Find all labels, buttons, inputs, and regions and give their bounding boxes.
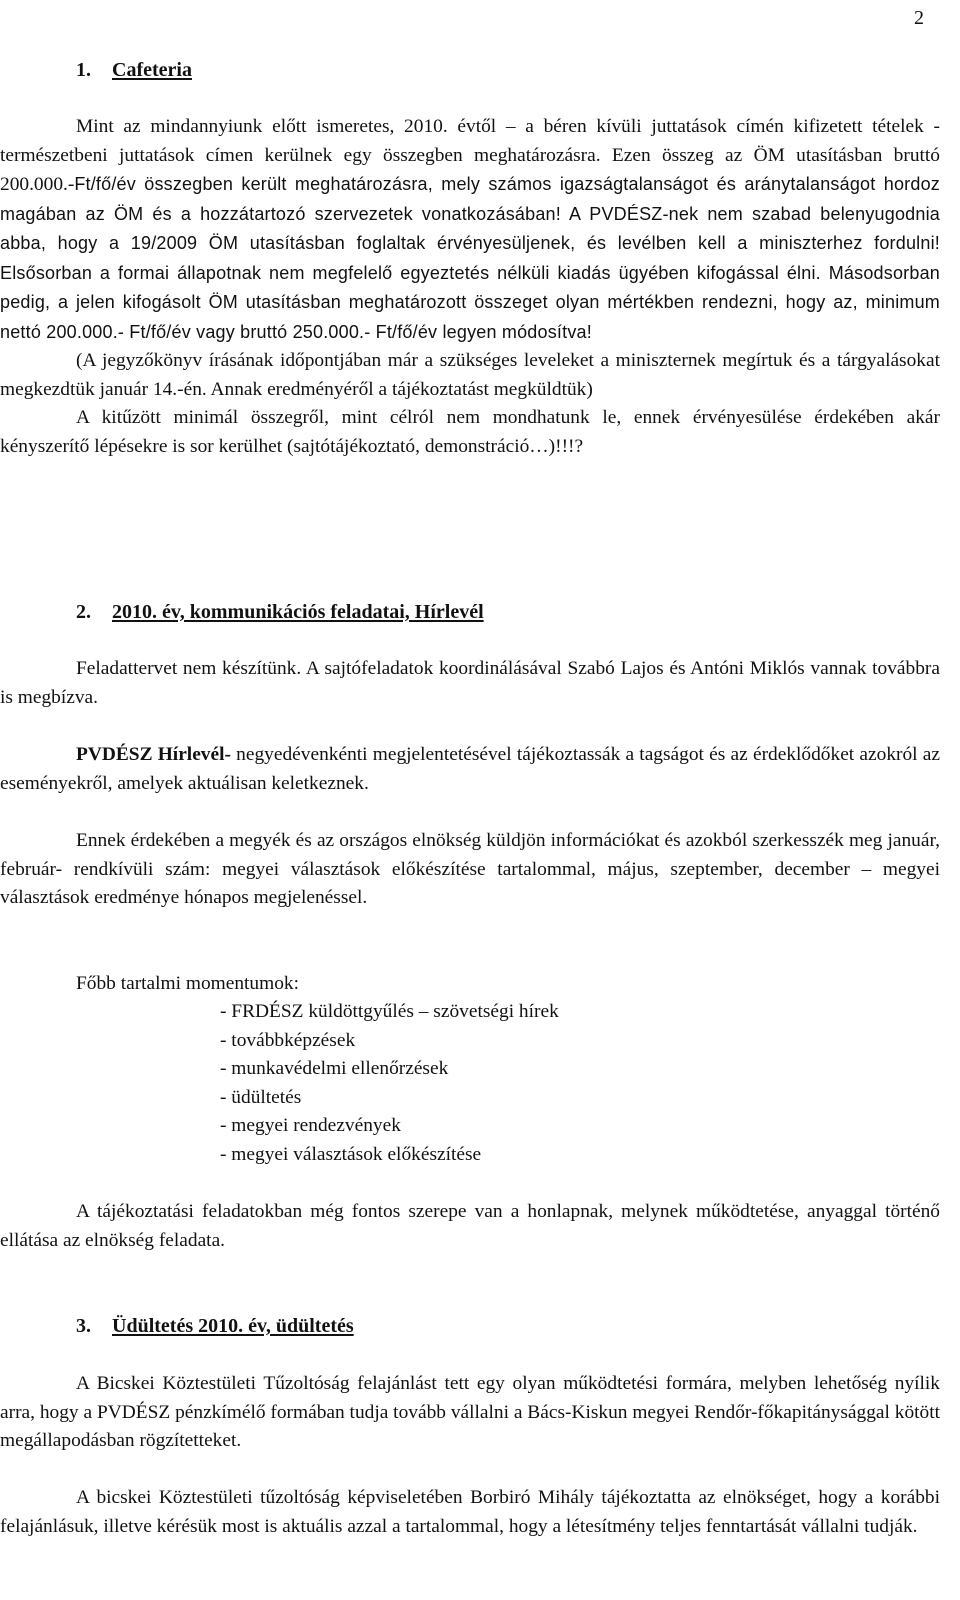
content-topics-list (220, 998, 559, 1169)
section-2-paragraph-2-block (0, 741, 960, 798)
list-item: - munkavédelmi ellenőrzések (220, 1058, 449, 1079)
section-1-title: Cafeteria (112, 59, 192, 81)
section-3-number: 3. (76, 1315, 91, 1337)
section-1-paragraph-1 (0, 113, 940, 347)
section-1-body (0, 113, 960, 461)
section-3-paragraph-2: A bicskei Köztestületi tűzoltóság képviseletében Borbiró Mihály tájékoztatta az elnökséget, hogy a korábbi felajánlásuk, illetve kérésük most is aktuális azzal a tartalommal, hogy a létesítmény teljes fenntartását vállalni tudják. (0, 1487, 940, 1537)
section-1-paragraph-1-part-b: Ft/fő/év összegben került meghatározásra, mely számos igazságtalanságot és aránytalanságot hordoz magában az ÖM és a hozzátartozó szervezetek vonatkozásában! A PVDÉSZ-nek nem szabad belenyugodnia abba, hogy a 19/2009 ÖM utasításban foglaltak érvényesüljenek, és levélben kell a miniszterhez fordulni! Elsősorban a formai állapotnak nem megfelelő egyeztetés nélküli kiadás ügyében kifogással élni. Másodsorban pedig, a jelen kifogásolt ÖM utasításban meghatározott összeget olyan mértékben rendezni, hogy az, minimum nettó 200.000.- Ft/fő/év vagy bruttó 250.000.- Ft/fő/év legyen módosítva! (0, 174, 940, 342)
section-2-paragraph-3: Ennek érdekében a megyék és az országos elnökség küldjön információkat és azokból szerkesszék meg január, február- rendkívüli szám: megyei választások előkészítése tartalommal, május, szeptember, december – megyei választások eredménye hónapos megjelenéssel. (0, 830, 940, 908)
list-item: - FRDÉSZ küldöttgyűlés – szövetségi hírek (220, 1001, 559, 1022)
list-item: - továbbképzések (220, 1029, 356, 1051)
list-item: - megyei választások előkészítése (220, 1143, 482, 1165)
section-2-paragraph-1-block (0, 655, 960, 712)
section-1-heading (76, 56, 192, 85)
section-3-title: Üdültetés 2010. év, üdültetés (112, 1315, 354, 1337)
list-item: - üdültetés (220, 1086, 302, 1108)
section-3-paragraph-1: A Bicskei Köztestületi Tűzoltóság felajánlást tett egy olyan működtetési formára, melyben lehetőség nyílik arra, hogy a PVDÉSZ pénzkímélő formában tudja tovább vállalni a Bács-Kiskun megyei Rendőr-főkapitánysággal kötött megállapodásban rögzítetteket. (0, 1373, 940, 1451)
page-number: 2 (914, 7, 924, 29)
hirlevel-description: negyedévenkénti megjelentetésével tájékoztassák a tagságot és az érdeklődőket azokról az eseményekről, amelyek aktuálisan keletkeznek. (0, 744, 940, 794)
section-2-number: 2. (76, 601, 91, 623)
section-1-paragraph-1-part-a: Mint az mindannyiunk előtt ismeretes, 2010. évtől – a béren kívüli juttatások címén kifizetett tételek - természetbeni juttatások címen kerülnek egy összegben meghatározásra. Ezen összeg az ÖM utasításban bruttó 200.000.- (0, 116, 940, 195)
section-2-paragraph-4-block (0, 1198, 960, 1255)
list-item: - megyei rendezvények (220, 1115, 401, 1136)
section-1-paragraph-2: (A jegyzőkönyv írásának időpontjában már a szükséges leveleket a miniszternek megírtuk és a tárgyalásokat megkezdtük január 14.-én. Annak eredményéről a tájékoztatást megküldtük) (0, 350, 940, 400)
section-2-title: 2010. év, kommunikációs feladatai, Hírlevél (112, 601, 484, 623)
section-2-paragraph-2 (0, 741, 940, 798)
section-2-list-intro-block (0, 970, 960, 999)
section-2-paragraph-3-block (0, 827, 960, 913)
section-1-paragraph-3: A kitűzött minimál összegről, mint célról nem mondhatunk le, ennek érvényesülése érdekében akár kényszerítő lépésekre is sor kerülhet (sajtótájékoztató, demonstráció…)!!!? (0, 407, 940, 457)
hirlevel-name: PVDÉSZ Hírlevél- (76, 744, 231, 765)
section-3-paragraph-2-block (0, 1484, 960, 1541)
section-1-number: 1. (76, 59, 91, 81)
section-2-paragraph-4: A tájékoztatási feladatokban még fontos szerepe van a honlapnak, melynek működtetése, anyaggal történő ellátása az elnökség feladata. (0, 1201, 940, 1251)
section-3-paragraph-1-block (0, 1370, 960, 1456)
section-3-heading (76, 1312, 354, 1341)
section-2-paragraph-1: Feladattervet nem készítünk. A sajtófeladatok koordinálásával Szabó Lajos és Antóni Miklós vannak továbbra is megbízva. (0, 658, 940, 708)
section-2-heading (76, 598, 484, 627)
section-2-list-intro: Főbb tartalmi momentumok: (76, 973, 299, 994)
